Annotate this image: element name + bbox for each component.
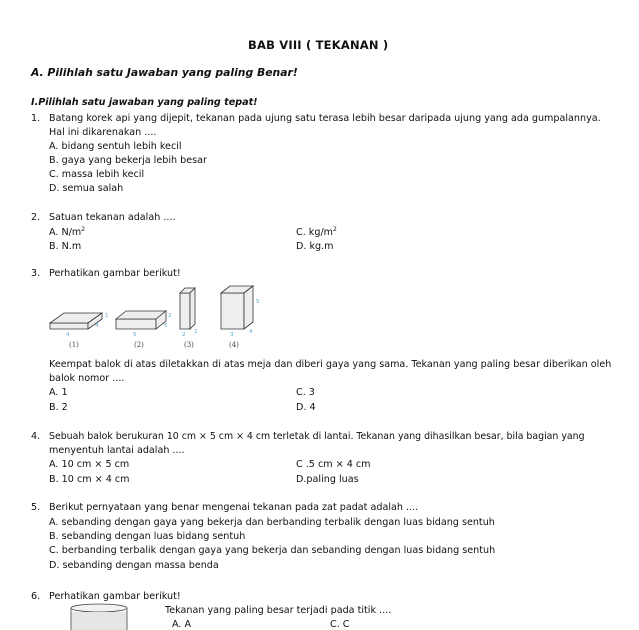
q3-statement-cont: balok nomor .... bbox=[49, 373, 125, 384]
q3-option-c: C. 3 bbox=[296, 387, 315, 398]
block-label-2: (2) bbox=[134, 341, 144, 349]
dim-label: 4 bbox=[66, 332, 70, 338]
q4-text: Sebuah balok berukuran 10 cm × 5 cm × 4 cm terletak di lantai. Tekanan yang dihasilkan besar, bila bagian yang bbox=[49, 431, 585, 442]
q5-option-d: D. sebanding dengan massa benda bbox=[49, 560, 219, 571]
container-water bbox=[72, 612, 127, 630]
dim-label: 2 bbox=[182, 332, 186, 338]
instruction-header: I.Pilihlah satu jawaban yang paling tepat! bbox=[31, 97, 258, 108]
q1-text-cont: Hal ini dikarenakan .... bbox=[49, 127, 157, 138]
q6-option-a: A. A bbox=[172, 619, 192, 630]
section-heading: A. Pilihlah satu Jawaban yang paling Benar! bbox=[31, 66, 298, 79]
container-rim bbox=[71, 604, 127, 612]
q5-option-a: A. sebanding dengan gaya yang bekerja dan berbanding terbalik dengan luas bidang sentuh bbox=[49, 517, 495, 528]
dim-label: 5 bbox=[164, 323, 168, 329]
block-2-front bbox=[116, 319, 156, 329]
block-label-4: (4) bbox=[229, 341, 239, 349]
block-4-side bbox=[244, 286, 253, 329]
q3-option-d: D. 4 bbox=[296, 402, 316, 413]
dim-label: 5 bbox=[133, 332, 137, 338]
dim-label: 5 bbox=[256, 299, 260, 305]
dim-label: 1 bbox=[105, 313, 109, 319]
q1-option-b: B. gaya yang bekerja lebih besar bbox=[49, 155, 207, 166]
q2-text: Satuan tekanan adalah .... bbox=[49, 212, 176, 223]
q5-number: 5. bbox=[31, 502, 41, 513]
q4-option-d: D.paling luas bbox=[296, 474, 359, 485]
block-label-1: (1) bbox=[69, 341, 79, 349]
q4-text-cont: menyentuh lantai adalah .... bbox=[49, 445, 185, 456]
q3-number: 3. bbox=[31, 268, 41, 279]
dim-label: 4 bbox=[249, 329, 253, 335]
block-label-3: (3) bbox=[184, 341, 194, 349]
q3-option-b: B. 2 bbox=[49, 402, 68, 413]
dim-label: 4 bbox=[95, 323, 99, 329]
q1-number: 1. bbox=[31, 113, 41, 124]
q5-text: Berikut pernyataan yang benar mengenai tekanan pada zat padat adalah .... bbox=[49, 502, 419, 513]
q3-text: Perhatikan gambar berikut! bbox=[49, 268, 181, 279]
q5-option-b: B. sebanding dengan luas bidang sentuh bbox=[49, 531, 246, 542]
q4-number: 4. bbox=[31, 431, 41, 442]
q6-question: Tekanan yang paling besar terjadi pada titik .... bbox=[165, 605, 392, 616]
q2-number: 2. bbox=[31, 212, 41, 223]
dim-label: 2 bbox=[194, 329, 198, 335]
q2-option-a: A. $N/m^2$ bbox=[49, 225, 86, 238]
q6-option-c: C. C bbox=[330, 619, 350, 630]
q4-option-b: B. 10 cm × 4 cm bbox=[49, 474, 130, 485]
block-3-side bbox=[190, 288, 195, 329]
q5-option-c: C. berbanding terbalik dengan gaya yang bekerja dan sebanding dengan luas bidang sentuh bbox=[49, 545, 496, 556]
block-4-front bbox=[221, 293, 244, 329]
q3-statement: Keempat balok di atas diletakkan di atas meja dan diberi gaya yang sama. Tekanan yang paling besar diberikan oleh bbox=[49, 359, 612, 370]
q4-option-c: C .5 cm × 4 cm bbox=[296, 459, 371, 470]
page-title: BAB VIII ( TEKANAN ) bbox=[248, 38, 389, 52]
q1-option-c: C. massa lebih kecil bbox=[49, 169, 145, 180]
q1-option-a: A. bidang sentuh lebih kecil bbox=[49, 141, 182, 152]
q2-option-d: D. kg.m bbox=[296, 241, 334, 252]
q2-option-c: C. $kg/m^2$ bbox=[296, 225, 337, 238]
block-1-front bbox=[50, 323, 88, 329]
container-figure bbox=[68, 600, 130, 630]
dim-label: 2 bbox=[168, 313, 172, 319]
dim-label: 3 bbox=[230, 332, 234, 338]
block-3-front bbox=[180, 293, 190, 329]
q2-option-b: B. N.m bbox=[49, 241, 82, 252]
q4-option-a: A. 10 cm × 5 cm bbox=[49, 459, 130, 470]
q6-text: Perhatikan gambar berikut! bbox=[49, 591, 181, 602]
q3-option-a: A. 1 bbox=[49, 387, 68, 398]
q1-text: Batang korek api yang dijepit, tekanan pada ujung satu terasa lebih besar daripada ujung yang ada gumpalannya. bbox=[49, 113, 601, 124]
q6-number: 6. bbox=[31, 591, 41, 602]
blocks-figure bbox=[44, 283, 289, 351]
q1-option-d: D. semua salah bbox=[49, 183, 124, 194]
